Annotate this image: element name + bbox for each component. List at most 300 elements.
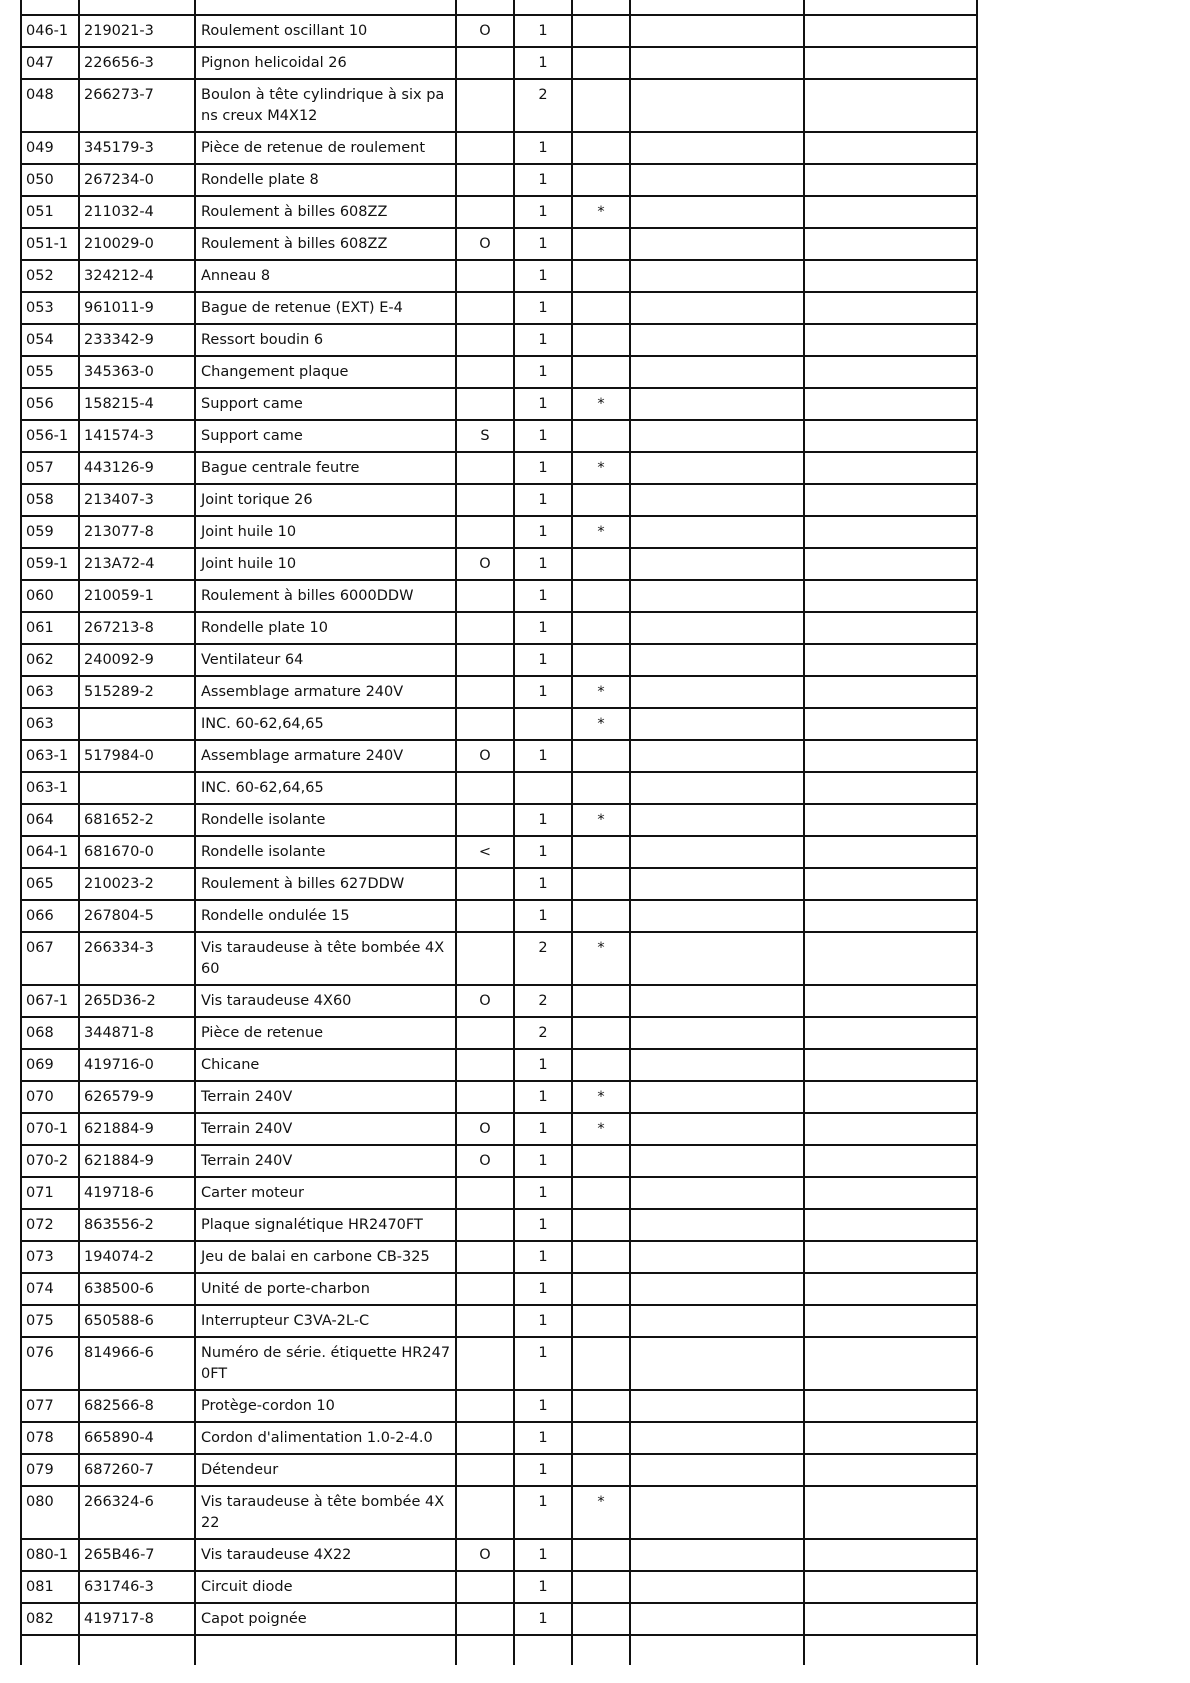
note-code-cell: O (456, 548, 514, 580)
blank-cell (630, 164, 804, 196)
blank-cell (630, 868, 804, 900)
description-cell: Bague de retenue (EXT) E-4 (195, 292, 456, 324)
table-row (21, 516, 977, 548)
part-number-cell: 213077-8 (79, 516, 195, 548)
blank-cell (804, 1305, 977, 1337)
quantity-cell: 1 (514, 644, 572, 676)
marker-cell (572, 228, 630, 260)
quantity-cell: 1 (514, 1209, 572, 1241)
blank-cell (804, 580, 977, 612)
part-number-cell: 682566-8 (79, 1390, 195, 1422)
item-number-cell: 056-1 (21, 420, 79, 452)
table-row (21, 228, 977, 260)
table-row (21, 1571, 977, 1603)
blank-cell (804, 1113, 977, 1145)
blank-cell (630, 900, 804, 932)
quantity-cell: 1 (514, 292, 572, 324)
description-cell: Rondelle plate 10 (195, 612, 456, 644)
description-cell: Ventilateur 64 (195, 644, 456, 676)
table-row (21, 79, 977, 132)
description-cell: Plaque signalétique HR2470FT (195, 1209, 456, 1241)
table-cell (79, 0, 195, 15)
table-row (21, 985, 977, 1017)
marker-cell (572, 1571, 630, 1603)
parts-table-body (21, 0, 977, 1665)
quantity-cell: 1 (514, 1337, 572, 1390)
marker-cell (572, 836, 630, 868)
blank-cell (630, 836, 804, 868)
table-cell (21, 1635, 79, 1665)
item-number-cell: 049 (21, 132, 79, 164)
marker-cell (572, 1145, 630, 1177)
item-number-cell: 070-1 (21, 1113, 79, 1145)
part-number-cell: 419718-6 (79, 1177, 195, 1209)
part-number-cell: 213A72-4 (79, 548, 195, 580)
marker-cell (572, 79, 630, 132)
part-number-cell: 626579-9 (79, 1081, 195, 1113)
description-cell: Roulement oscillant 10 (195, 15, 456, 47)
quantity-cell: 1 (514, 1049, 572, 1081)
description-cell: Jeu de balai en carbone CB-325 (195, 1241, 456, 1273)
table-row (21, 708, 977, 740)
note-code-cell (456, 484, 514, 516)
blank-cell (804, 548, 977, 580)
marker-cell (572, 868, 630, 900)
table-row (21, 484, 977, 516)
blank-cell (804, 1145, 977, 1177)
quantity-cell: 1 (514, 228, 572, 260)
blank-cell (630, 644, 804, 676)
quantity-cell: 1 (514, 516, 572, 548)
blank-cell (804, 356, 977, 388)
note-code-cell: O (456, 15, 514, 47)
item-number-cell: 067 (21, 932, 79, 985)
marker-cell (572, 356, 630, 388)
item-number-cell: 073 (21, 1241, 79, 1273)
blank-cell (630, 1273, 804, 1305)
table-row (21, 292, 977, 324)
marker-cell: * (572, 1081, 630, 1113)
description-cell: Rondelle ondulée 15 (195, 900, 456, 932)
marker-cell (572, 1305, 630, 1337)
marker-cell (572, 260, 630, 292)
note-code-cell (456, 1017, 514, 1049)
item-number-cell: 050 (21, 164, 79, 196)
note-code-cell: O (456, 228, 514, 260)
marker-cell (572, 772, 630, 804)
blank-cell (804, 985, 977, 1017)
marker-cell: * (572, 1113, 630, 1145)
blank-cell (630, 740, 804, 772)
marker-cell: * (572, 452, 630, 484)
item-number-cell: 055 (21, 356, 79, 388)
description-cell: Anneau 8 (195, 260, 456, 292)
quantity-cell: 1 (514, 1241, 572, 1273)
description-cell: Assemblage armature 240V (195, 740, 456, 772)
note-code-cell (456, 676, 514, 708)
part-number-cell: 650588-6 (79, 1305, 195, 1337)
quantity-cell: 1 (514, 1539, 572, 1571)
description-cell: Joint huile 10 (195, 516, 456, 548)
note-code-cell (456, 1305, 514, 1337)
note-code-cell (456, 1337, 514, 1390)
blank-cell (804, 15, 977, 47)
part-number-cell: 443126-9 (79, 452, 195, 484)
note-code-cell (456, 868, 514, 900)
blank-cell (630, 228, 804, 260)
blank-cell (804, 612, 977, 644)
blank-cell (630, 388, 804, 420)
part-number-cell (79, 772, 195, 804)
item-number-cell: 046-1 (21, 15, 79, 47)
blank-cell (630, 1049, 804, 1081)
table-row (21, 1049, 977, 1081)
table-row (21, 1486, 977, 1539)
description-cell: Support came (195, 420, 456, 452)
marker-cell (572, 1454, 630, 1486)
item-number-cell: 059-1 (21, 548, 79, 580)
item-number-cell: 051 (21, 196, 79, 228)
part-number-cell: 621884-9 (79, 1145, 195, 1177)
marker-cell (572, 47, 630, 79)
part-number-cell: 267234-0 (79, 164, 195, 196)
marker-cell (572, 1049, 630, 1081)
table-row (21, 1145, 977, 1177)
blank-cell (804, 868, 977, 900)
note-code-cell (456, 708, 514, 740)
item-number-cell: 062 (21, 644, 79, 676)
item-number-cell: 048 (21, 79, 79, 132)
item-number-cell: 081 (21, 1571, 79, 1603)
table-row (21, 676, 977, 708)
part-number-cell (79, 708, 195, 740)
item-number-cell: 079 (21, 1454, 79, 1486)
blank-cell (630, 196, 804, 228)
quantity-cell (514, 772, 572, 804)
description-cell: INC. 60-62,64,65 (195, 708, 456, 740)
item-number-cell: 080 (21, 1486, 79, 1539)
blank-cell (804, 196, 977, 228)
blank-cell (804, 932, 977, 985)
blank-cell (804, 1603, 977, 1635)
part-number-cell: 210023-2 (79, 868, 195, 900)
part-number-cell: 213407-3 (79, 484, 195, 516)
blank-cell (630, 420, 804, 452)
part-number-cell: 419716-0 (79, 1049, 195, 1081)
table-row (21, 868, 977, 900)
blank-cell (804, 388, 977, 420)
blank-cell (630, 708, 804, 740)
table-row (21, 1305, 977, 1337)
note-code-cell (456, 196, 514, 228)
table-row-continued (21, 1635, 977, 1665)
part-number-cell: 266334-3 (79, 932, 195, 985)
part-number-cell: 961011-9 (79, 292, 195, 324)
blank-cell (630, 47, 804, 79)
blank-cell (630, 1571, 804, 1603)
item-number-cell: 064-1 (21, 836, 79, 868)
item-number-cell: 065 (21, 868, 79, 900)
description-cell: Ressort boudin 6 (195, 324, 456, 356)
quantity-cell: 1 (514, 324, 572, 356)
marker-cell (572, 612, 630, 644)
item-number-cell: 063 (21, 676, 79, 708)
description-cell: Chicane (195, 1049, 456, 1081)
table-cell (572, 0, 630, 15)
quantity-cell: 2 (514, 932, 572, 985)
blank-cell (804, 1209, 977, 1241)
marker-cell: * (572, 516, 630, 548)
part-number-cell: 210059-1 (79, 580, 195, 612)
table-row (21, 1113, 977, 1145)
blank-cell (630, 1337, 804, 1390)
quantity-cell: 1 (514, 1486, 572, 1539)
table-row (21, 388, 977, 420)
note-code-cell (456, 1422, 514, 1454)
quantity-cell: 1 (514, 260, 572, 292)
item-number-cell: 051-1 (21, 228, 79, 260)
blank-cell (804, 132, 977, 164)
item-number-cell: 074 (21, 1273, 79, 1305)
quantity-cell: 1 (514, 580, 572, 612)
table-row (21, 1273, 977, 1305)
table-cell (195, 1635, 456, 1665)
description-cell: Unité de porte-charbon (195, 1273, 456, 1305)
item-number-cell: 047 (21, 47, 79, 79)
quantity-cell: 1 (514, 804, 572, 836)
note-code-cell (456, 388, 514, 420)
note-code-cell (456, 1081, 514, 1113)
quantity-cell: 1 (514, 1422, 572, 1454)
item-number-cell: 063-1 (21, 772, 79, 804)
quantity-cell: 1 (514, 388, 572, 420)
quantity-cell: 2 (514, 79, 572, 132)
blank-cell (804, 804, 977, 836)
blank-cell (630, 1177, 804, 1209)
part-number-cell: 267804-5 (79, 900, 195, 932)
part-number-cell: 345179-3 (79, 132, 195, 164)
table-row (21, 900, 977, 932)
item-number-cell: 076 (21, 1337, 79, 1390)
part-number-cell: 419717-8 (79, 1603, 195, 1635)
blank-cell (804, 1241, 977, 1273)
table-row (21, 260, 977, 292)
note-code-cell (456, 644, 514, 676)
blank-cell (630, 1305, 804, 1337)
marker-cell: * (572, 676, 630, 708)
part-number-cell: 210029-0 (79, 228, 195, 260)
table-row (21, 356, 977, 388)
quantity-cell: 1 (514, 196, 572, 228)
note-code-cell (456, 1454, 514, 1486)
blank-cell (804, 452, 977, 484)
blank-cell (804, 1273, 977, 1305)
part-number-cell: 681652-2 (79, 804, 195, 836)
table-row (21, 1603, 977, 1635)
part-number-cell: 517984-0 (79, 740, 195, 772)
quantity-cell: 1 (514, 1273, 572, 1305)
blank-cell (804, 164, 977, 196)
description-cell: Roulement à billes 627DDW (195, 868, 456, 900)
blank-cell (804, 79, 977, 132)
table-row (21, 1081, 977, 1113)
quantity-cell: 1 (514, 1454, 572, 1486)
table-cell (630, 1635, 804, 1665)
note-code-cell (456, 260, 514, 292)
quantity-cell: 1 (514, 420, 572, 452)
marker-cell (572, 164, 630, 196)
blank-cell (804, 1177, 977, 1209)
description-cell: INC. 60-62,64,65 (195, 772, 456, 804)
table-row (21, 740, 977, 772)
table-row (21, 836, 977, 868)
blank-cell (804, 1049, 977, 1081)
description-cell: Terrain 240V (195, 1113, 456, 1145)
blank-cell (630, 772, 804, 804)
blank-cell (630, 1113, 804, 1145)
quantity-cell: 1 (514, 1113, 572, 1145)
description-cell: Détendeur (195, 1454, 456, 1486)
table-cell (804, 0, 977, 15)
part-number-cell: 638500-6 (79, 1273, 195, 1305)
quantity-cell: 1 (514, 47, 572, 79)
marker-cell (572, 292, 630, 324)
marker-cell (572, 324, 630, 356)
table-cell (514, 1635, 572, 1665)
quantity-cell: 1 (514, 1390, 572, 1422)
marker-cell (572, 900, 630, 932)
blank-cell (804, 900, 977, 932)
part-number-cell: 267213-8 (79, 612, 195, 644)
item-number-cell: 061 (21, 612, 79, 644)
blank-cell (804, 772, 977, 804)
description-cell: Circuit diode (195, 1571, 456, 1603)
item-number-cell: 080-1 (21, 1539, 79, 1571)
part-number-cell: 158215-4 (79, 388, 195, 420)
table-row (21, 1337, 977, 1390)
description-cell: Vis taraudeuse à tête bombée 4X22 (195, 1486, 456, 1539)
quantity-cell: 1 (514, 164, 572, 196)
blank-cell (804, 47, 977, 79)
note-code-cell: O (456, 985, 514, 1017)
part-number-cell: 344871-8 (79, 1017, 195, 1049)
description-cell: Pignon helicoidal 26 (195, 47, 456, 79)
description-cell: Roulement à billes 608ZZ (195, 228, 456, 260)
item-number-cell: 064 (21, 804, 79, 836)
blank-cell (804, 740, 977, 772)
note-code-cell (456, 1390, 514, 1422)
blank-cell (804, 420, 977, 452)
table-row (21, 1422, 977, 1454)
table-row (21, 548, 977, 580)
part-number-cell: 814966-6 (79, 1337, 195, 1390)
blank-cell (804, 516, 977, 548)
blank-cell (804, 1454, 977, 1486)
blank-cell (630, 1081, 804, 1113)
note-code-cell (456, 580, 514, 612)
blank-cell (804, 324, 977, 356)
marker-cell (572, 740, 630, 772)
note-code-cell: O (456, 1113, 514, 1145)
blank-cell (804, 1390, 977, 1422)
blank-cell (804, 708, 977, 740)
note-code-cell (456, 452, 514, 484)
table-row (21, 1241, 977, 1273)
blank-cell (630, 132, 804, 164)
blank-cell (630, 79, 804, 132)
marker-cell (572, 644, 630, 676)
description-cell: Roulement à billes 608ZZ (195, 196, 456, 228)
item-number-cell: 068 (21, 1017, 79, 1049)
description-cell: Joint huile 10 (195, 548, 456, 580)
description-cell: Support came (195, 388, 456, 420)
quantity-cell: 1 (514, 15, 572, 47)
quantity-cell: 1 (514, 740, 572, 772)
note-code-cell (456, 516, 514, 548)
part-number-cell: 219021-3 (79, 15, 195, 47)
table-row (21, 1017, 977, 1049)
blank-cell (630, 356, 804, 388)
table-cell (456, 1635, 514, 1665)
quantity-cell: 1 (514, 676, 572, 708)
blank-cell (630, 612, 804, 644)
table-cell (21, 0, 79, 15)
blank-cell (630, 292, 804, 324)
blank-cell (630, 324, 804, 356)
blank-cell (630, 1209, 804, 1241)
part-number-cell: 631746-3 (79, 1571, 195, 1603)
description-cell: Boulon à tête cylindrique à six pans creux M4X12 (195, 79, 456, 132)
item-number-cell: 058 (21, 484, 79, 516)
description-cell: Changement plaque (195, 356, 456, 388)
description-cell: Carter moteur (195, 1177, 456, 1209)
table-cell (514, 0, 572, 15)
part-number-cell: 141574-3 (79, 420, 195, 452)
note-code-cell: O (456, 1145, 514, 1177)
item-number-cell: 070-2 (21, 1145, 79, 1177)
note-code-cell: O (456, 740, 514, 772)
note-code-cell (456, 47, 514, 79)
item-number-cell: 070 (21, 1081, 79, 1113)
table-row (21, 644, 977, 676)
table-row (21, 932, 977, 985)
note-code-cell (456, 356, 514, 388)
description-cell: Rondelle isolante (195, 836, 456, 868)
note-code-cell (456, 1049, 514, 1081)
blank-cell (804, 484, 977, 516)
marker-cell (572, 1390, 630, 1422)
note-code-cell (456, 292, 514, 324)
quantity-cell: 1 (514, 1571, 572, 1603)
marker-cell: * (572, 196, 630, 228)
marker-cell (572, 1422, 630, 1454)
blank-cell (804, 836, 977, 868)
part-number-cell: 233342-9 (79, 324, 195, 356)
marker-cell (572, 1241, 630, 1273)
blank-cell (630, 1486, 804, 1539)
table-row (21, 1454, 977, 1486)
note-code-cell (456, 1209, 514, 1241)
blank-cell (630, 676, 804, 708)
note-code-cell (456, 164, 514, 196)
item-number-cell: 059 (21, 516, 79, 548)
blank-cell (804, 644, 977, 676)
marker-cell (572, 985, 630, 1017)
table-row (21, 1209, 977, 1241)
note-code-cell (456, 772, 514, 804)
marker-cell (572, 548, 630, 580)
marker-cell: * (572, 388, 630, 420)
